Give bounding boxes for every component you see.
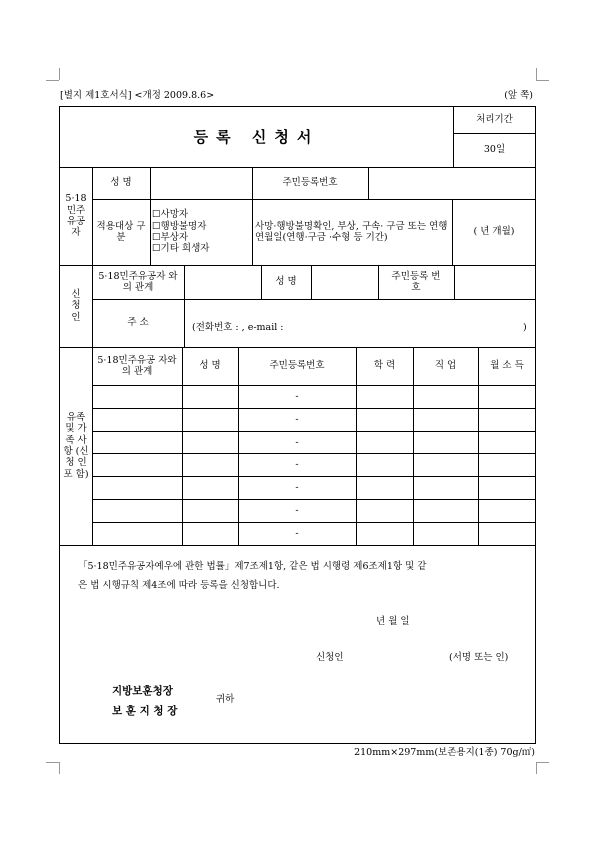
target-checkbox-group [152,202,252,262]
applicant-relation-label: 5·18민주유공자 와의 관계 [98,270,178,293]
target-category-label: 적용대상 구 분 [96,220,146,243]
processing-period-value: 30일 [483,144,506,156]
application-date: 년 월 일 [376,616,410,627]
signature-label: (서명 또는 인) [449,652,509,663]
page-side: (앞 쪽) [504,90,533,101]
family-header-rrn: 주민등록번호 [269,360,325,372]
registration-form [59,106,536,744]
family-label: 유족 및 가족 사항 (신청 인 포 함) [63,411,89,480]
declaration-line-2: 은 법 시행규칙 제4조에 따라 등록을 신청합니다. [78,580,280,591]
processing-period-label: 처리기간 [476,114,513,126]
family-row-1-rrn[interactable]: - [295,391,299,403]
incident-date-label: 사망·행방불명확인, 부상, 구속· 구금 또는 연행 연월일(연행·구금 ·수형 등 기간) [255,220,448,243]
declaration-line-1: 「5·18민주유공자예우에 관한 법률」제7조제1항, 같은 법 시행령 제6조제1항 및 같 [78,561,427,572]
family-row-6-rrn[interactable]: - [295,505,299,517]
family-row-3-rrn[interactable]: - [295,436,299,448]
applicant-rrn-label: 주민등록 번 호 [391,270,441,293]
checkbox-other-victim[interactable]: ☐기타 희생자 [152,243,210,255]
family-header-education: 학 력 [373,360,396,372]
recipient-regional-office: 지방보훈청장 [112,685,173,697]
applicant-label: 신 청 인 [71,288,81,323]
merit-person-label: 5·18 민주 유공자 [65,193,87,239]
family-row-2-rrn[interactable]: - [295,414,299,426]
family-header-income: 월 소 득 [490,360,524,372]
recipient-branch-office: 보 훈 지 청 장 [112,705,178,717]
family-row-5-rrn[interactable]: - [295,482,299,494]
family-header-occupation: 직 업 [434,360,457,372]
family-header-name: 성 명 [199,360,221,372]
address-label: 주 소 [127,317,149,329]
applicant-name-label: 성 명 [275,276,297,288]
merit-rrn-label: 주민등록번호 [282,177,338,189]
checkbox-injured[interactable]: ☐부상자 [152,232,189,243]
form-number: [별지 제1호서식] <개정 2009.8.6> [60,90,215,101]
honorific: 귀하 [216,694,235,705]
merit-name-label: 성 명 [110,177,132,189]
phone-email-line: (전화번호 : , e-mail : [192,322,284,333]
form-title: 등록 신청서 [193,128,320,146]
checkbox-deceased[interactable]: ☐사망자 [152,209,189,221]
checkbox-missing[interactable]: ☐행방불명자 [152,220,207,232]
family-header-relation: 5·18민주유공 자와의 관계 [97,354,177,377]
paper-spec: 210mm×297mm(보존용지(1종) 70g/㎡) [354,747,535,758]
family-row-4-rrn[interactable]: - [295,459,299,471]
incident-period-value: ( 년 개월) [473,226,515,238]
address-close-paren: ) [523,322,527,333]
applicant-sign-label: 신청인 [316,652,344,663]
family-row-7-rrn[interactable]: - [295,528,299,540]
